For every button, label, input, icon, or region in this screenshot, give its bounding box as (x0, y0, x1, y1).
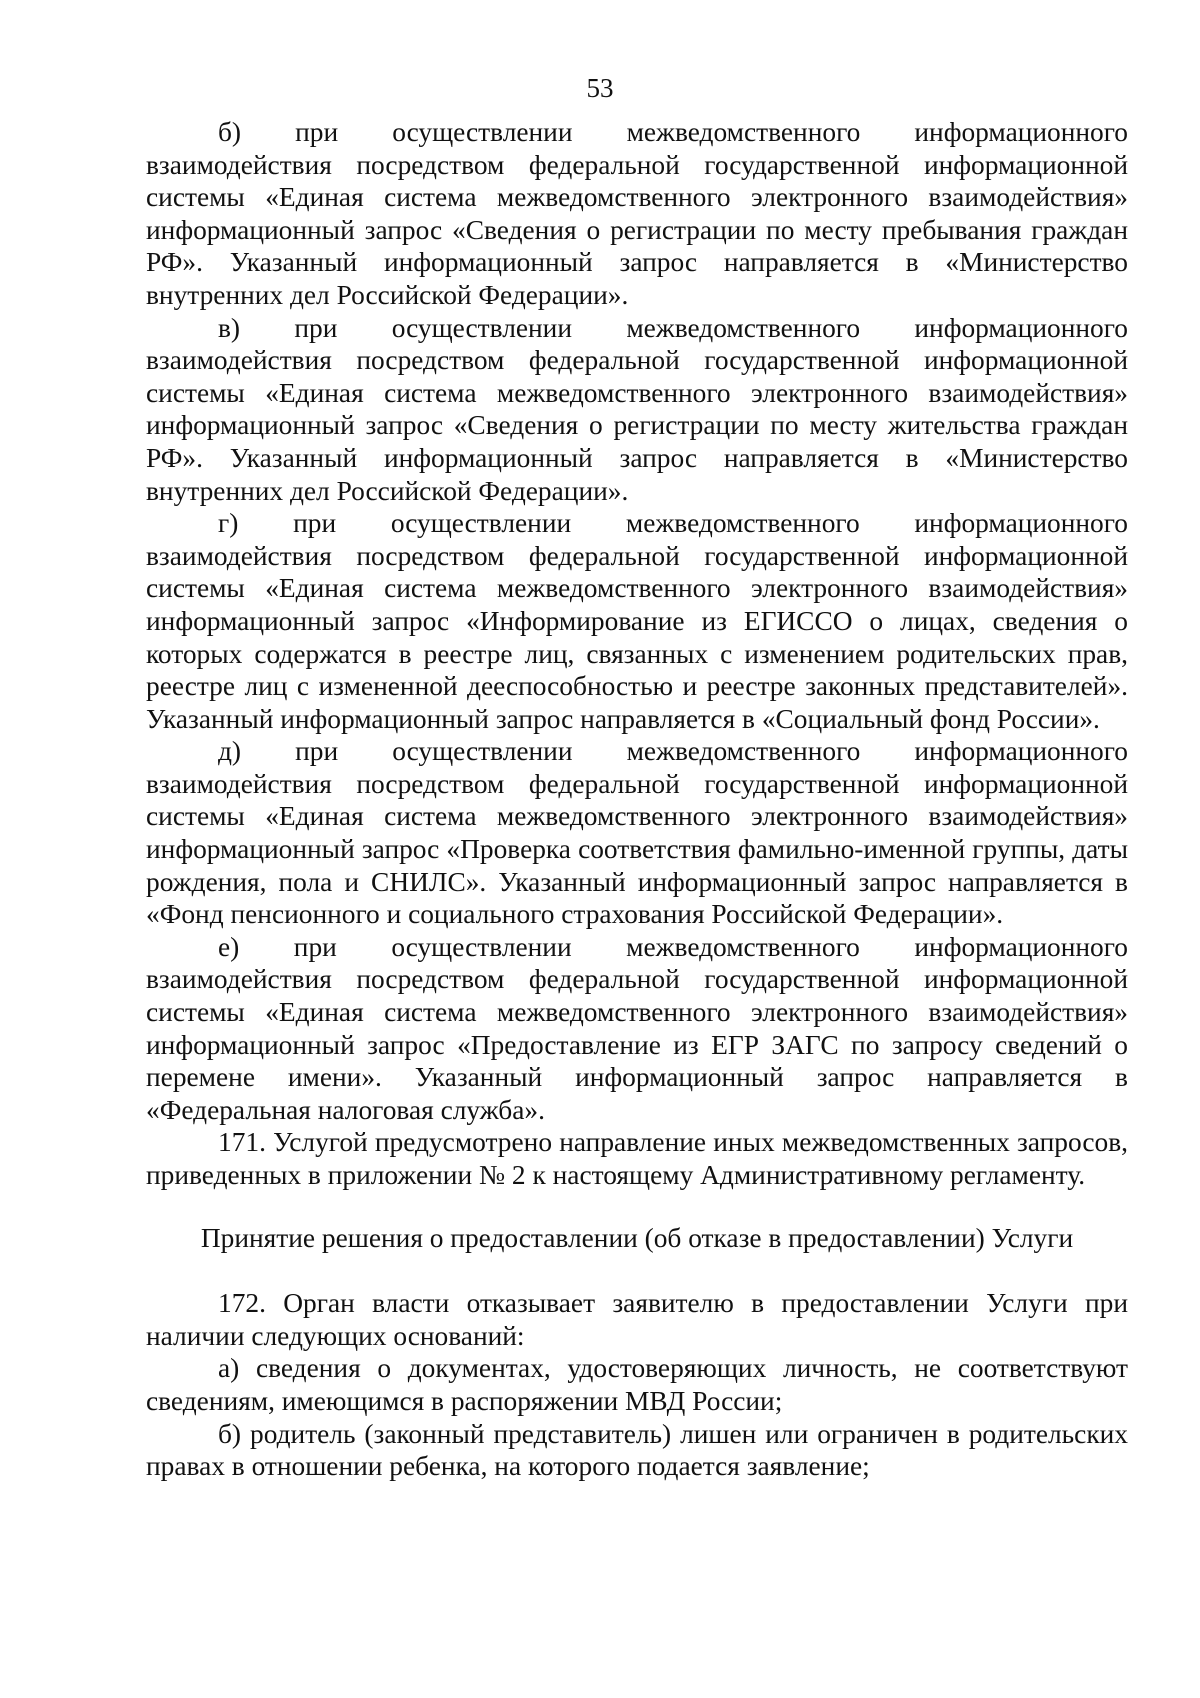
section-heading: Принятие решения о предоставлении (об отказе в предоставлении) Услуги (200, 1222, 1074, 1253)
paragraph-v-mvd-residence-registration: в) при осуществлении межведомственного информационного взаимодействия посредством федеральной государственной информационной системы «Единая система межведомственного электронного взаимодействия» информационный запрос «Сведения о регистрации по месту жительства граждан РФ». Указанный информационный запрос направляется в «Министерство внутренних дел Российской Федерации». (146, 312, 1128, 506)
paragraph-172-refusal-grounds: 172. Орган власти отказывает заявителю в предоставлении Услуги при наличии следующих оснований: (146, 1288, 1128, 1351)
page-number: 53 (586, 73, 614, 103)
paragraph-e-zags-name-change: е) при осуществлении межведомственного информационного взаимодействия посредством федеральной государственной информационной системы «Единая система межведомственного электронного взаимодействия» информационный запрос «Предоставление из ЕГР ЗАГС по запросу сведений о перемене имени». Указанный информационный запрос направляется в «Федеральная налоговая служба». (146, 931, 1128, 1125)
paragraph-a-identity-documents: а) сведения о документах, удостоверяющих личность, не соответствуют сведениям, имеющимся в распоряжении МВД России; (146, 1353, 1128, 1416)
paragraph-d-snils-check: д) при осуществлении межведомственного информационного взаимодействия посредством федеральной государственной информационной системы «Единая система межведомственного электронного взаимодействия» информационный запрос «Проверка соответствия фамильно-именной группы, даты рождения, пола и СНИЛС». Указанный информационный запрос направляется в «Фонд пенсионного и социального страхования Российской Федерации». (146, 736, 1128, 930)
paragraph-b-parental-rights: б) родитель (законный представитель) лишен или ограничен в родительских правах в отношении ребенка, на которого подается заявление; (146, 1418, 1128, 1482)
document-body (146, 116, 1128, 1483)
paragraph-g-egisso-request: г) при осуществлении межведомственного информационного взаимодействия посредством федеральной государственной информационной системы «Единая система межведомственного электронного взаимодействия» информационный запрос «Информирование из ЕГИССО о лицах, сведения о которых содержатся в реестре лиц, связанных с изменением родительских прав, реестре лиц с измененной дееспособностью и реестре законных представителей». Указанный информационный запрос направляется в «Социальный фонд России». (146, 508, 1128, 734)
paragraph-171-other-requests: 171. Услугой предусмотрено направление иных межведомственных запросов, приведенных в приложении № 2 к настоящему Административному регламенту. (146, 1127, 1128, 1190)
paragraph-b-mvd-stay-registration: б) при осуществлении межведомственного информационного взаимодействия посредством федеральной государственной информационной системы «Единая система межведомственного электронного взаимодействия» информационный запрос «Сведения о регистрации по месту пребывания граждан РФ». Указанный информационный запрос направляется в «Министерство внутренних дел Российской Федерации». (146, 117, 1128, 310)
